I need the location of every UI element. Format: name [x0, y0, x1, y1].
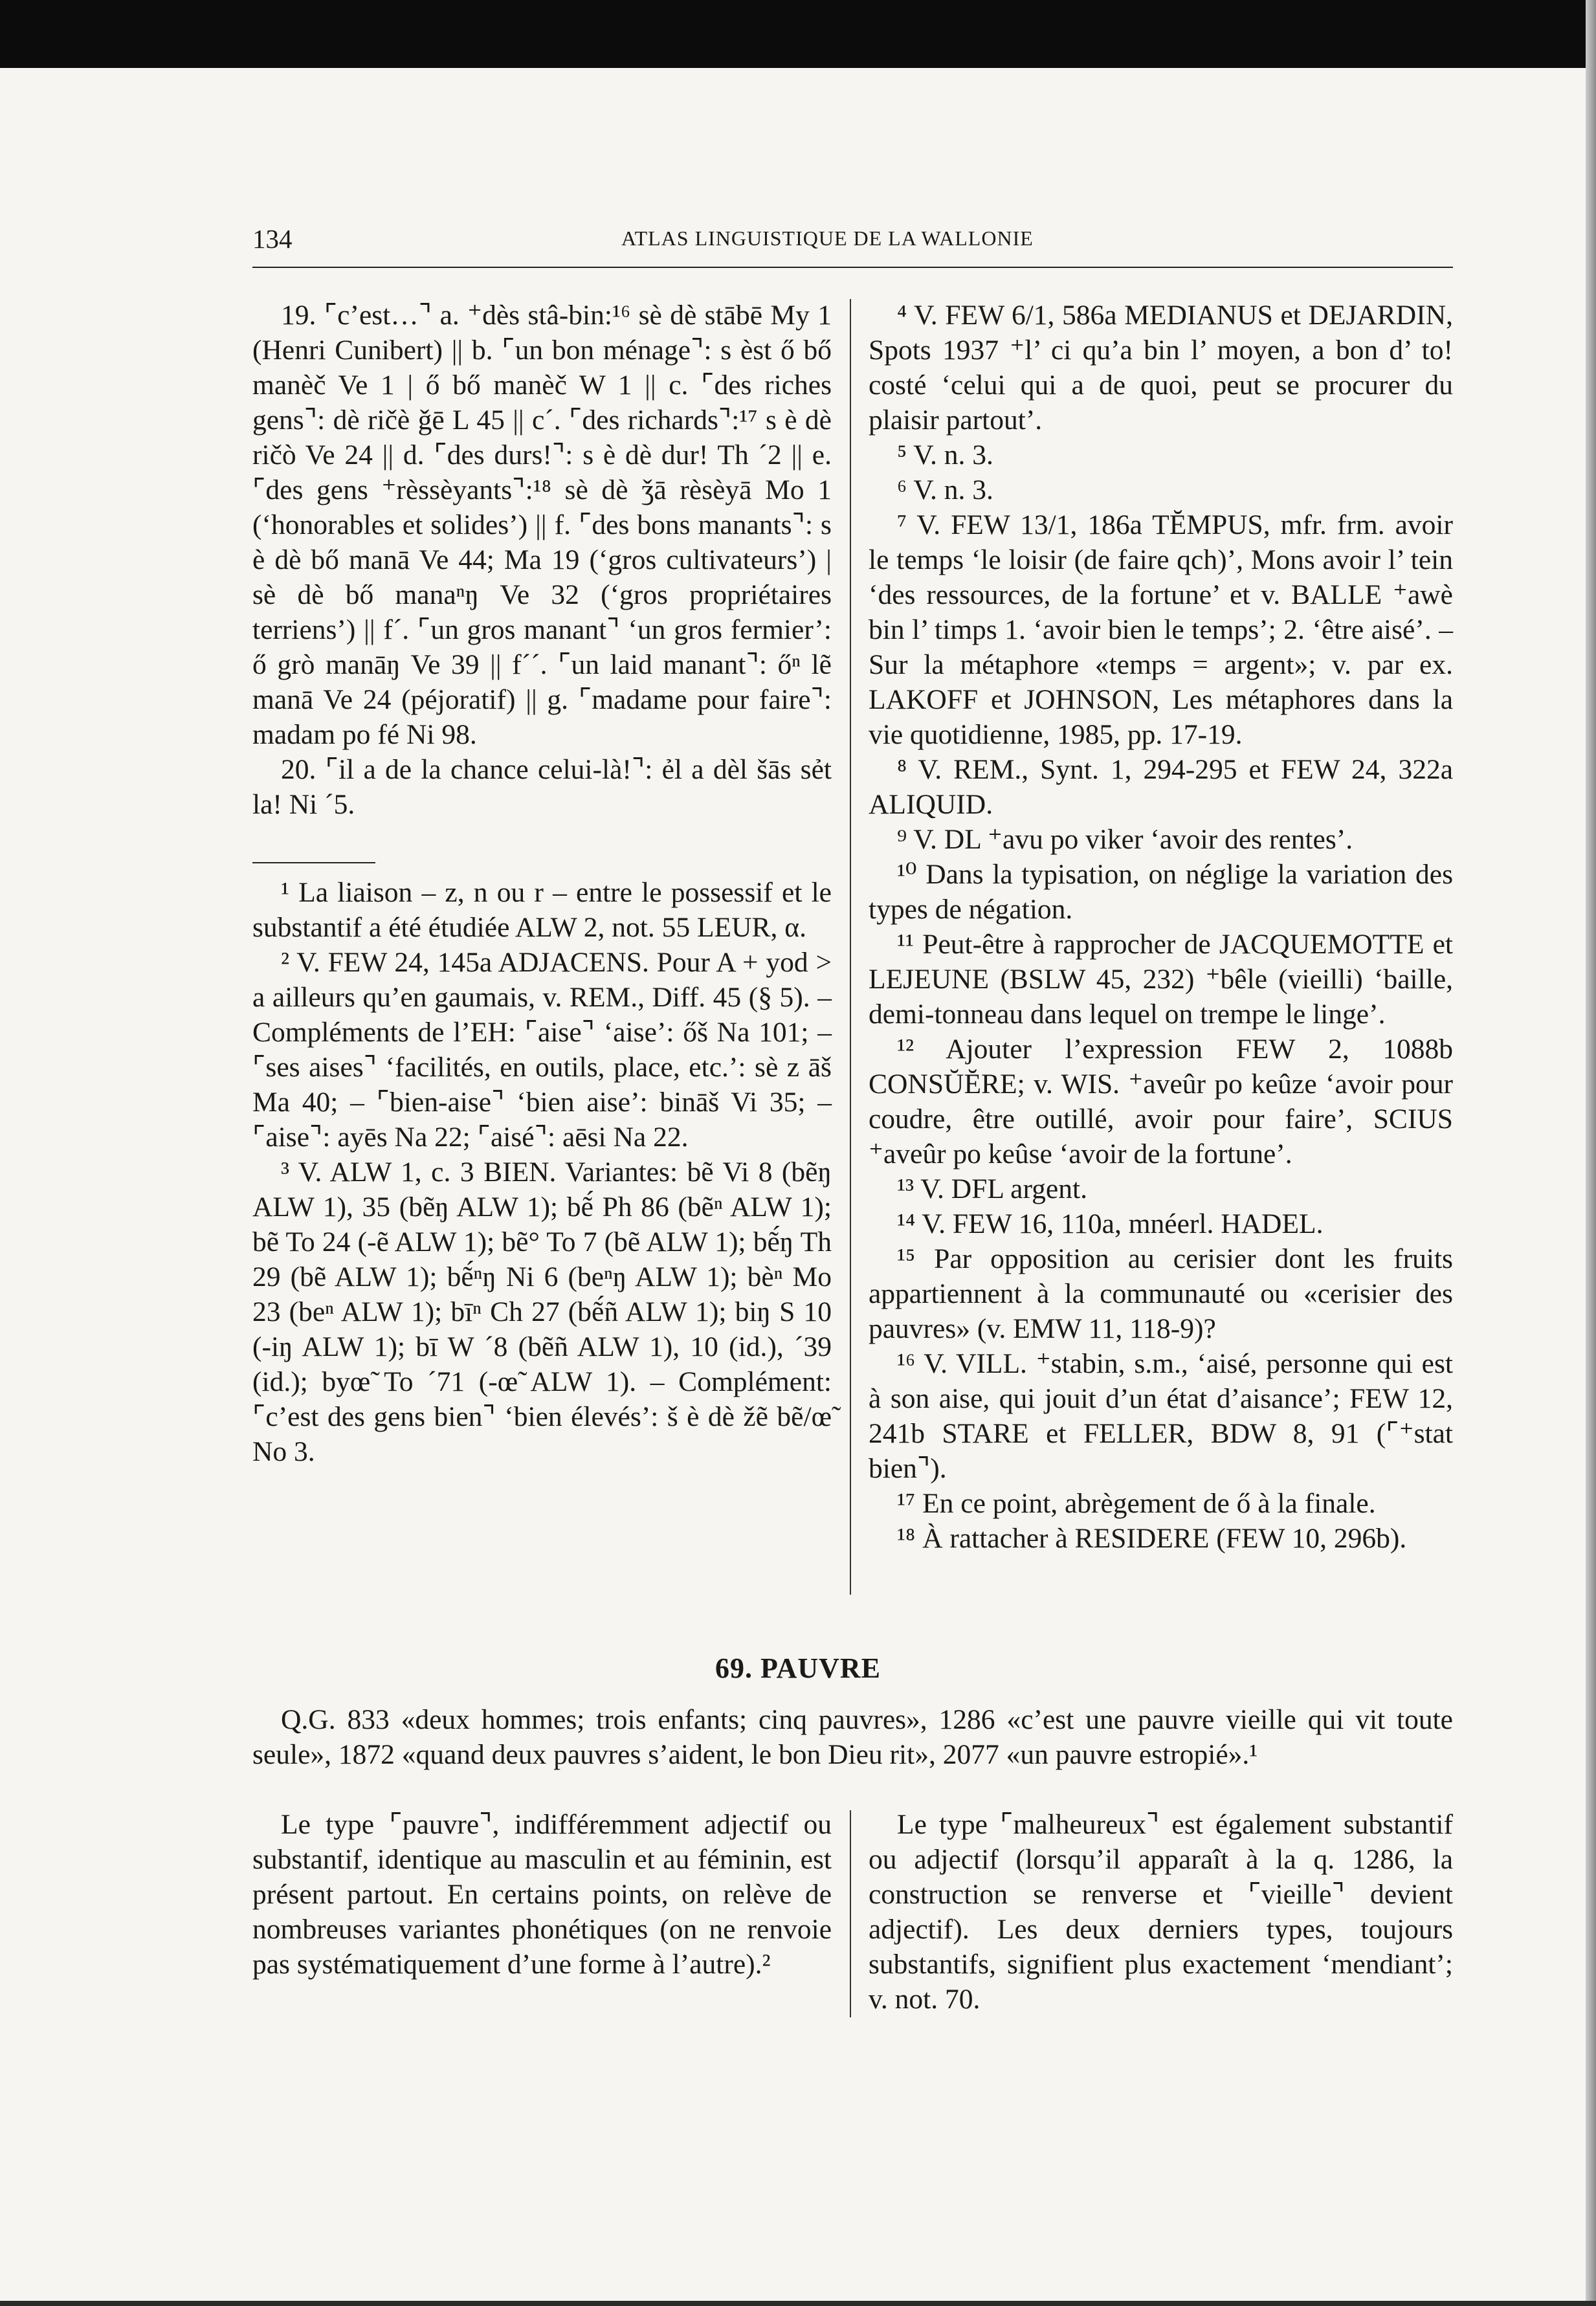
footnote-9: ⁹ V. DL ⁺avu po viker ‘avoir des rentes’. [897, 824, 1353, 855]
footnote-5: ⁵ V. n. 3. [897, 439, 993, 471]
column-divider [850, 299, 851, 1595]
footnote-rule [252, 862, 375, 863]
entry-20: 20. ⌜il a de la chance celui-là!⌝: ẻl a dèl šās sẻt la! Ni ´5. [252, 754, 832, 820]
section-left-text: Le type ⌜pauvre⌝, indifféremment adjectif ou substantif, identique au masculin et au féminin, est présent partout. En certains points, on relève de nombreuses variantes phonétiques (on ne renvoie pas systématiquement d’une forme à l’autre).² [252, 1809, 832, 1980]
footnote-10: ¹⁰ Dans la typisation, on néglige la variation des types de négation. [869, 859, 1453, 925]
footnote-11: ¹¹ Peut-être à rapprocher de JACQUEMOTTE et LEJEUNE (BSLW 45, 232) ⁺bêle (vieilli) ‘baille, demi-tonneau dans lequel on trempe le linge’. [869, 929, 1453, 1030]
footnote-12: ¹² Ajouter l’expression FEW 2, 1088b CONSŬĔRE; v. WIS. ⁺aveûr po keûze ‘avoir pour coudre, être outillé, avoir pour faire’, SCIUS ⁺aveûr po keûse ‘avoir de la fortune’. [869, 1034, 1453, 1170]
footnote-7: ⁷ V. FEW 13/1, 186a TĔMPUS, mfr. frm. avoir le temps ‘le loisir (de faire qch)’, Mons avoir l’ tein ‘des ressources, de la fortune’ et v. BALLE ⁺awè bin l’ timps 1. ‘avoir bien le temps’; 2. ‘être aisé’. – Sur la métaphore «temps = argent»; v. par ex. LAKOFF et JOHNSON, Les métaphores dans la vie quotidienne, 1985, pp. 17-19. [869, 509, 1453, 750]
scan-top-border [0, 0, 1596, 68]
section-right-column [869, 1807, 1453, 2017]
page-number: 134 [252, 224, 293, 254]
section-left-column [252, 1807, 832, 1982]
footnote-16: ¹⁶ V. VILL. ⁺stabin, s.m., ‘aisé, personne qui est à son aise, qui jouit d’un état d’aisance’; FEW 12, 241b STARE et FELLER, BDW 8, 91 (⌜⁺stat bien⌝). [869, 1348, 1453, 1484]
running-head: ATLAS LINGUISTIQUE DE LA WALLONIE [621, 227, 1034, 250]
footnote-1: ¹ La liaison – z, n ou r – entre le possessif et le substantif a été étudiée ALW 2, not. 55 LEUR, α. [252, 877, 832, 943]
header-rule [252, 267, 1453, 268]
footnote-13: ¹³ V. DFL argent. [897, 1173, 1087, 1204]
footnote-6: ⁶ V. n. 3. [897, 474, 993, 505]
scan-bottom-border [0, 2301, 1596, 2306]
footnote-4: ⁴ V. FEW 6/1, 586a MEDIANUS et DEJARDIN, Spots 1937 ⁺l’ ci qu’a bin l’ moyen, a bon d’ to! costé ‘celui qui a de quoi, peut se procurer du plaisir partout’. [869, 300, 1453, 436]
left-column [252, 298, 832, 1469]
question-references: Q.G. 833 «deux hommes; trois enfants; cinq pauvres», 1286 «c’est une pauvre vieille qui vit toute seule», 1872 «quand deux pauvres s’aident, le bon Dieu rit», 2077 «un pauvre estropié».¹ [252, 1704, 1453, 1770]
footnote-8: ⁸ V. REM., Synt. 1, 294-295 et FEW 24, 322a ALIQUID. [869, 754, 1453, 820]
right-column [869, 298, 1453, 1556]
footnote-14: ¹⁴ V. FEW 16, 110a, mnéerl. HADEL. [897, 1208, 1324, 1239]
footnote-3: ³ V. ALW 1, c. 3 BIEN. Variantes: bẽ Vi 8 (bẽŋ ALW 1), 35 (bẽŋ ALW 1); bẽ́ Ph 86 (bẽⁿ ALW 1); bẽ To 24 (-ẽ ALW 1); bẽ° To 7 (bẽ ALW 1); bẽ́ŋ Th 29 (bẽ ALW 1); bẽ́ⁿŋ Ni 6 (beⁿŋ ALW 1); bèⁿ Mo 23 (beⁿ ALW 1); bīⁿ Ch 27 (bẽ́ñ ALW 1); biŋ S 10 (-iŋ ALW 1); bī W ´8 (bẽñ ALW 1), 10 (id.), ´39 (id.); byœ̃ To ´71 (-œ̃ ALW 1). – Complément: ⌜c’est des gens bien⌝ ‘bien élevés’: š è dè žẽ bẽ/œ̃ No 3. [252, 1157, 832, 1467]
footnote-2: ² V. FEW 24, 145a ADJACENS. Pour A + yod > a ailleurs qu’en gaumais, v. REM., Diff. 45 (§ 5). – Compléments de l’EH: ⌜aise⌝ ‘aise’: őš Na 101; – ⌜ses aises⌝ ‘facilités, en outils, place, etc.’: sè z āš Ma 40; – ⌜bien-aise⌝ ‘bien aise’: bināš Vi 35; – ⌜aise⌝: ayēs Na 22; ⌜aisé⌝: aēsi Na 22. [252, 947, 832, 1153]
entry-19: 19. ⌜c’est…⌝ a. ⁺dès stâ-bin:¹⁶ sè dè stābē My 1 (Henri Cunibert) || b. ⌜un bon ménage⌝: s èst ő bő manèč Ve 1 | ő bő manèč W 1 || c. ⌜des riches gens⌝: dè ričè ǧē L 45 || c´. ⌜des richards⌝:¹⁷ s è dè ričò Ve 24 || d. ⌜des durs!⌝: s è dè dur! Th ´2 || e. ⌜des gens ⁺rèssèyants⌝:¹⁸ sè dè ǯā rèsèyā Mo 1 (‘honorables et solides’) || f. ⌜des bons manants⌝: s è dè bő manā Ve 44; Ma 19 (‘gros cultivateurs’) | sè dè bő manaⁿŋ Ve 32 (‘gros propriétaires terriens’) || f´. ⌜un gros manant⌝ ‘un gros fermier’: ő grò manāŋ Ve 39 || f´´. ⌜un laid manant⌝: őⁿ lẽ manā Ve 24 (péjoratif) || g. ⌜madame pour faire⌝: madam po fé Ni 98. [252, 300, 832, 750]
footnote-17: ¹⁷ En ce point, abrègement de ő à la finale. [897, 1488, 1376, 1519]
section-title: 69. PAUVRE [715, 1652, 881, 1684]
footnote-15: ¹⁵ Par opposition au cerisier dont les fruits appartiennent à la communauté ou «cerisier des pauvres» (v. EMW 11, 118-9)? [869, 1243, 1453, 1344]
scan-right-border [1586, 0, 1596, 2306]
section-column-divider [850, 1810, 851, 2017]
footnote-18: ¹⁸ À rattacher à RESIDERE (FEW 10, 296b). [897, 1523, 1407, 1554]
section-right-text: Le type ⌜malheureux⌝ est également substantif ou adjectif (lorsqu’il apparaît à la q. 1286, la construction se renverse et ⌜vieille⌝ devient adjectif). Les deux derniers types, toujours substantifs, signifient plus exactement ‘mendiant’; v. not. 70. [869, 1809, 1453, 2015]
